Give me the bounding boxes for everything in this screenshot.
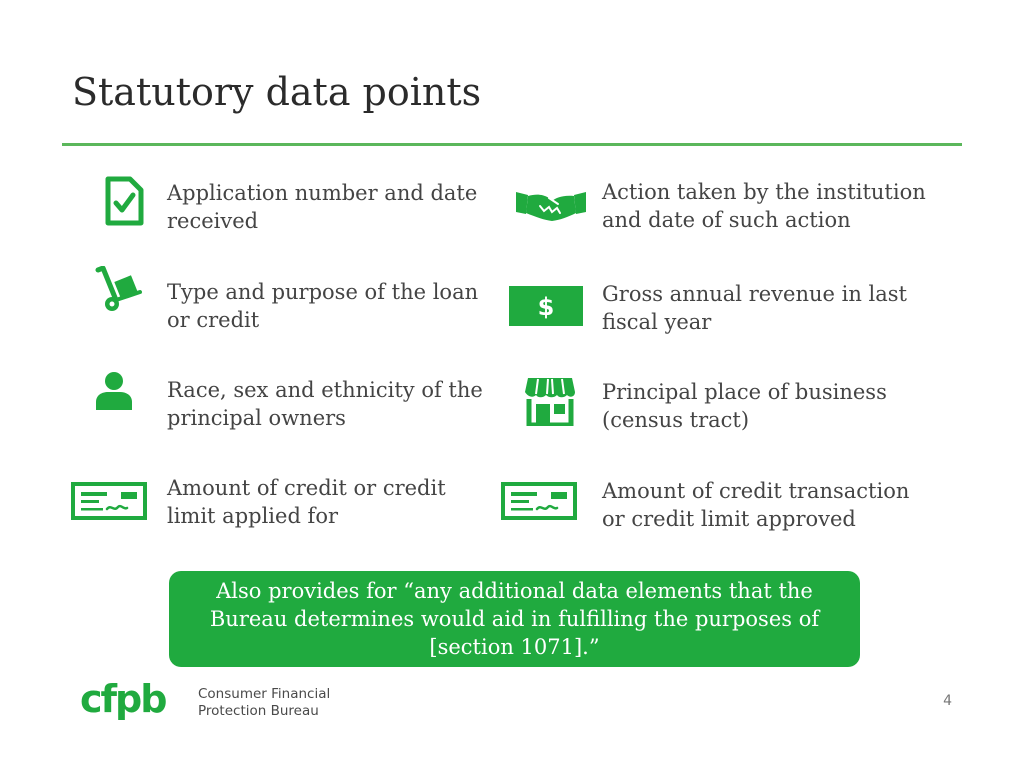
hand-truck-icon xyxy=(94,266,144,314)
check-payment-icon xyxy=(501,482,577,520)
checklist-document-icon xyxy=(104,176,144,226)
item-place-of-business: Principal place of business (census tract) xyxy=(602,380,887,432)
cfpb-wordmark xyxy=(80,680,186,726)
slide-title: Statutory data points xyxy=(72,70,482,114)
handshake-icon xyxy=(516,186,586,226)
item-loan-type: Type and purpose of the loan or credit xyxy=(167,280,479,332)
logo-name-line2: Protection Bureau xyxy=(198,703,319,719)
cfpb-logo xyxy=(80,680,330,726)
dollar-bill-icon xyxy=(509,286,583,326)
item-action-taken: Action taken by the institution and date of such action xyxy=(602,180,926,232)
svg-text:cfpb: cfpb xyxy=(80,680,166,721)
item-race-sex-ethnicity: Race, sex and ethnicity of the principal owners xyxy=(167,378,483,430)
person-icon xyxy=(94,372,134,410)
logo-name-line1: Consumer Financial xyxy=(198,686,331,702)
item-gross-revenue: Gross annual revenue in last fiscal year xyxy=(602,282,907,334)
additional-data-callout xyxy=(169,571,860,667)
storefront-icon xyxy=(524,376,576,426)
item-application-number: Application number and date received xyxy=(167,181,478,233)
item-credit-applied: Amount of credit or credit limit applied for xyxy=(167,476,446,528)
svg-text:$: $ xyxy=(537,293,555,321)
item-credit-approved: Amount of credit transaction or credit limit approved xyxy=(602,479,910,531)
title-divider xyxy=(62,143,962,146)
check-payment-icon xyxy=(71,482,147,520)
page-number: 4 xyxy=(943,693,952,709)
callout-text: Also provides for “any additional data elements that the Bureau determines would aid in fulfilling the purposes of [section 1071].” xyxy=(209,579,820,659)
